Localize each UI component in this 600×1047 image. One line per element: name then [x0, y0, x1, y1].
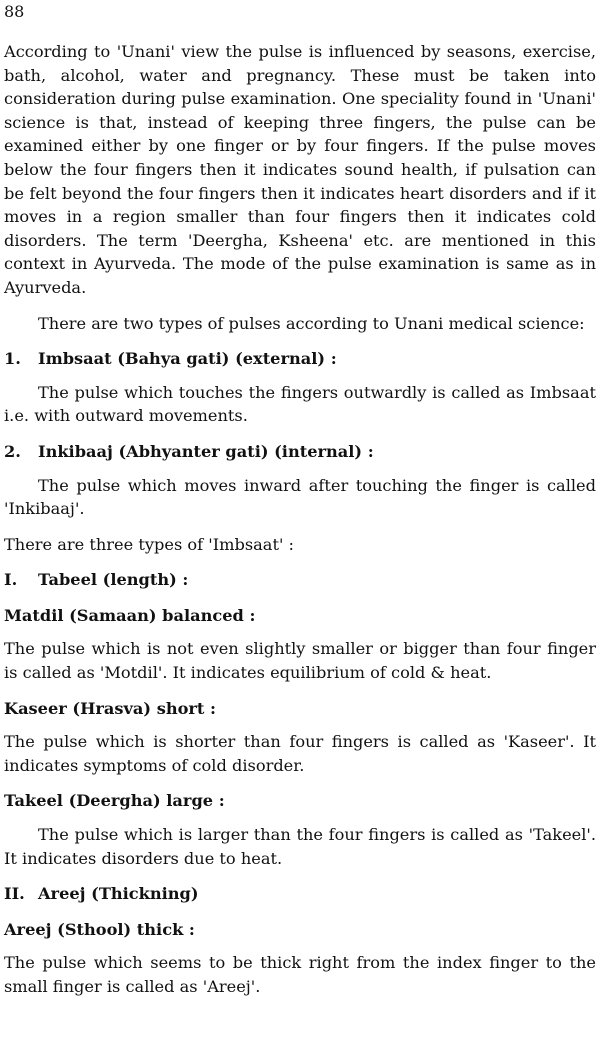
- page-number: 88: [4, 2, 25, 21]
- takeel-description: The pulse which is larger than the four fingers is called as 'Takeel'. It indicates disorders due to heat.: [4, 825, 596, 868]
- takeel-heading: Takeel (Deergha) large :: [4, 791, 225, 811]
- type2-title: Inkibaaj (Abhyanter gati) (internal) :: [38, 441, 374, 461]
- areej-heading: Areej (Sthool) thick :: [4, 919, 195, 939]
- imbsaat-intro: There are three types of 'Imbsaat' :: [4, 534, 294, 554]
- type1-number: 1.: [4, 349, 21, 369]
- pulse-types-intro: There are two types of pulses according to Unani medical science:: [38, 313, 585, 333]
- type2-description: The pulse which moves inward after touching the finger is called 'Inkibaaj'.: [4, 475, 596, 519]
- areej-description: The pulse which seems to be thick right from the index finger to the small finger is called as 'Areej'.: [4, 953, 596, 996]
- type1-title: Imbsaat (Bahya gati) (external) :: [38, 349, 337, 369]
- section2-heading: [4, 882, 596, 906]
- section1-heading: [4, 568, 596, 592]
- type1-heading: [4, 347, 596, 371]
- type2-number: 2.: [4, 441, 21, 461]
- type2-heading: [4, 440, 596, 464]
- section2-title: Areej (Thickning): [38, 884, 199, 904]
- matdil-description: The pulse which is not even slightly smaller or bigger than four finger is called as 'Motdil'. It indicates equilibrium of cold & heat.: [4, 639, 596, 683]
- section1-number: I.: [4, 570, 18, 590]
- section1-title: Tabeel (length) :: [38, 570, 189, 590]
- type1-description: The pulse which touches the fingers outwardly is called as Imbsaat i.e. with outward movements.: [4, 382, 596, 426]
- matdil-heading: Matdil (Samaan) balanced :: [4, 605, 256, 625]
- intro-paragraph: According to 'Unani' view the pulse is influenced by seasons, exercise, bath, alcohol, water and pregnancy. These must be taken into consideration during pulse examination. One speciality found in 'Unani' science is that, instead of keeping three fingers, the pulse can be examined either by one finger or by four fingers. If the pulse moves below the four fingers then it indicates sound health, if pulsation can be felt beyond the four fingers then it indicates heart disorders and if it moves in a region smaller than four fingers then it indicates cold disorders. The term 'Deergha, Ksheena' etc. are mentioned in this context in Ayurveda. The mode of the pulse examination is same as in Ayurveda.: [4, 42, 596, 297]
- section2-number: II.: [4, 884, 25, 904]
- kaseer-description: The pulse which is shorter than four fingers is called as 'Kaseer'. It indicates symptoms of cold disorder.: [4, 732, 596, 775]
- kaseer-heading: Kaseer (Hrasva) short :: [4, 698, 217, 718]
